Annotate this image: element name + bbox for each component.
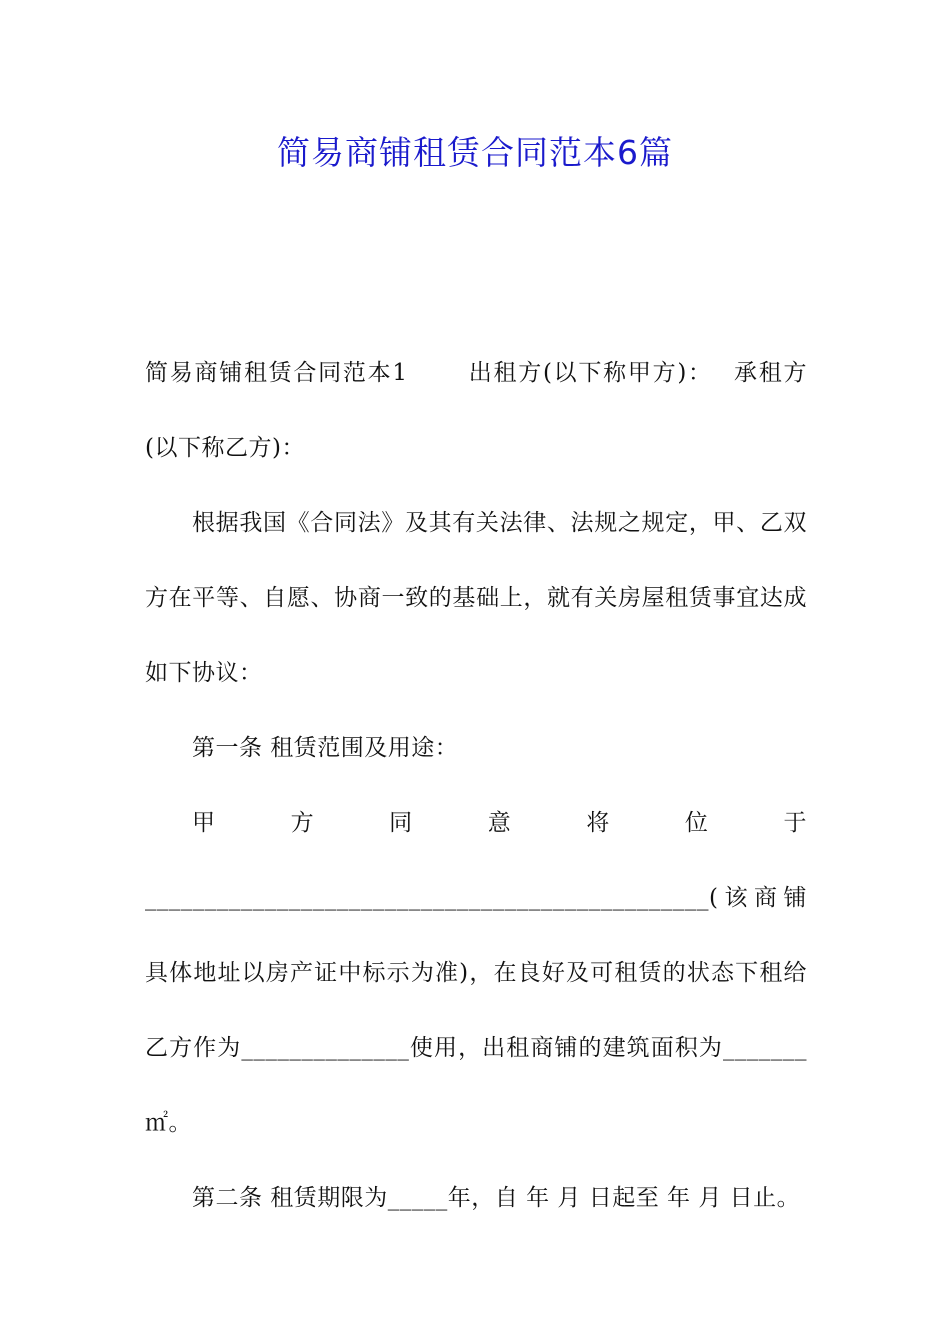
document-title: 简易商铺租赁合同范本6篇	[277, 133, 673, 172]
article-1-heading: 第一条 租赁范围及用途：	[192, 735, 459, 761]
article-2-paragraph: 第二条 租赁期限为_____年，自 年 月 日起至 年 月 日止。	[192, 1185, 801, 1211]
lessee-label: 承租方(以下称乙方)：	[145, 360, 807, 461]
lessor-label: 出租方(以下称甲方)：	[467, 360, 713, 386]
preamble-paragraph: 根据我国《合同法》及其有关法律、法规之规定，甲、乙双方在平等、自愿、协商一致的基础上，就有关房屋租赁事宜达成如下协议：	[145, 510, 807, 686]
contract-heading: 简易商铺租赁合同范本1	[145, 360, 408, 386]
article-1-body: 甲方同意将位于_______________________________________________(该商铺具体地址以房产证中标示为准)，在良好及可租赁的状态下租给乙方作为______________使用，出租商铺的建筑面积为_______㎡。	[145, 810, 807, 1136]
document-body	[145, 336, 807, 1236]
intro-paragraph	[145, 336, 807, 486]
